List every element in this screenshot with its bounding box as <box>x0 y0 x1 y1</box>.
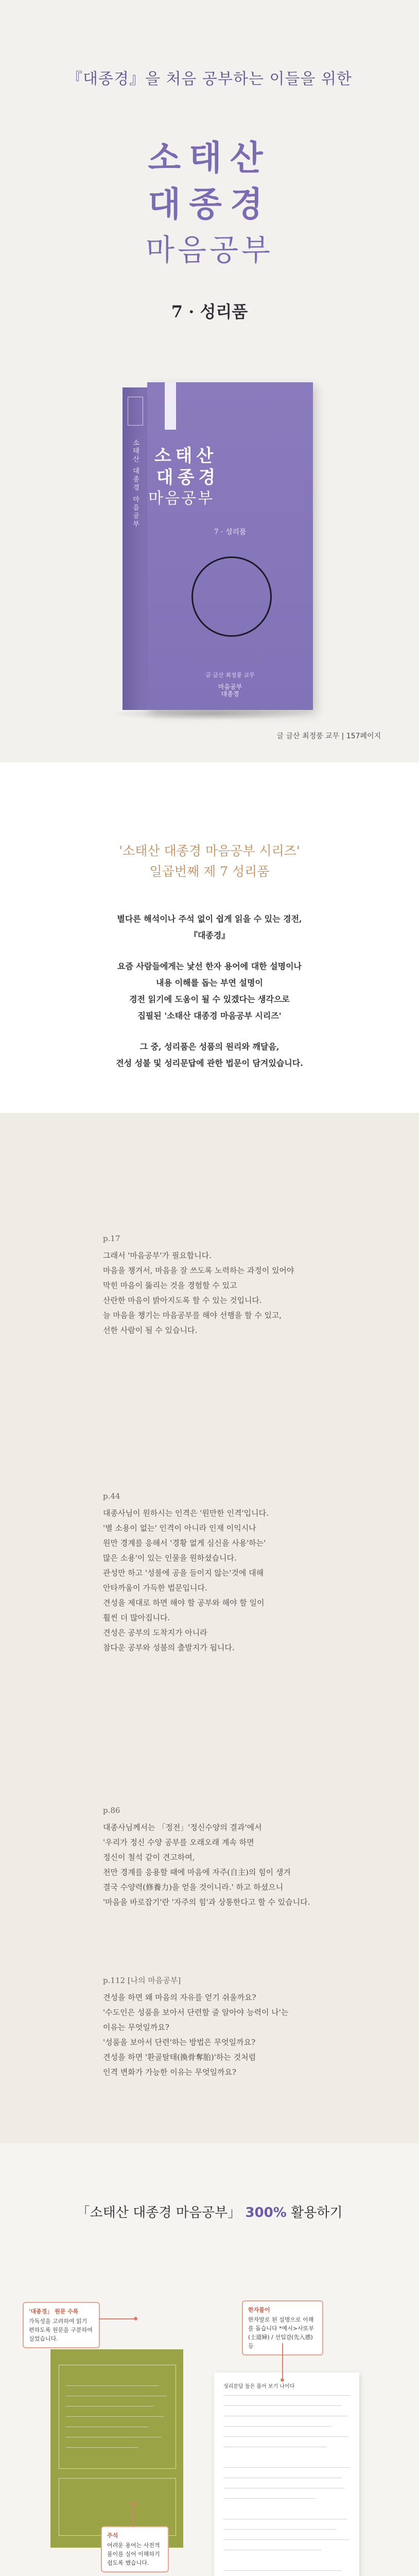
excerpt-line: 막힌 마음이 뚫리는 것을 경험할 수 있고 <box>103 1281 237 1290</box>
intro-body <box>0 911 419 1086</box>
sample-line <box>223 2426 331 2427</box>
excerpt-line: '별 소용이 없는' 인격이 아니라 인재 이익시나 <box>103 1523 256 1533</box>
intro-paragraph-1 <box>0 911 419 944</box>
intro-text: 경전 읽기에 도움이 될 수 있겠다는 생각으로 <box>129 994 290 1004</box>
cover-volume: 7 · 성리품 <box>214 528 247 536</box>
excerpt-line: 견성을 제대로 하면 해야 할 공부와 해야 할 일이 <box>103 1598 265 1607</box>
excerpt-line: 정신이 철석 같이 견고하여, <box>103 1853 195 1862</box>
callout-dot <box>131 2502 135 2505</box>
callout-dot <box>134 2317 137 2320</box>
intro-text: 견성 성불 및 성리문답에 관한 법문이 담겨있습니다. <box>116 1058 303 1068</box>
book-cover-image <box>123 382 313 710</box>
callout-title: '대종경」 원문 수록 <box>29 2308 79 2315</box>
excerpt-line: 원만 경계를 응해서 '경황 없게 심신을 사용'하는' <box>103 1538 266 1548</box>
callout-dot <box>281 2378 284 2382</box>
excerpt-line: 인격 변화가 가능한 이유는 무엇일까요? <box>103 2067 236 2077</box>
cover-logo-small: 마음공부 <box>218 683 242 690</box>
spine-tag <box>128 397 143 426</box>
sample-line <box>223 2436 349 2437</box>
excerpt-block <box>103 1803 371 1910</box>
excerpt-page: p.44 <box>103 1492 120 1501</box>
intro-text: 요즘 사람들에게는 낯선 한자 용어에 대한 설명이나 <box>117 961 302 971</box>
intro-heading <box>0 841 419 882</box>
cover-band <box>165 382 176 430</box>
hero-title-line1: 소태산 <box>148 138 271 178</box>
usage-section <box>0 2143 419 2576</box>
excerpt-line: 참다운 공부와 성불의 출발지가 됩니다. <box>103 1643 235 1652</box>
excerpt-block <box>103 1231 340 1338</box>
cover-title <box>147 445 313 509</box>
book-front <box>147 382 313 710</box>
cover-title-line2: 대종경 <box>156 467 220 488</box>
callout-text: 가독성을 고려하여 읽기 편하도록 원문을 구분하여 실었습니다. <box>29 2318 93 2342</box>
callout-text: 어려운 용어는 사전적 풀이를 실어 이해하기 쉽도록 했습니다. <box>107 2542 160 2566</box>
excerpt-line: 산란한 마음이 밝아지도록 할 수 있는 것입니다. <box>103 1296 262 1305</box>
intro-heading-line2: 일곱번째 제 7 성리품 <box>149 864 270 879</box>
sample-line <box>223 2570 342 2571</box>
callout-connector <box>99 2318 135 2319</box>
excerpt-line: 이유는 무엇일까요? <box>103 2023 169 2032</box>
sample-frame <box>59 2365 176 2469</box>
book-spine <box>123 387 147 710</box>
hero-subtitle: 『대종경』을 처음 공부하는 이들을 위한 <box>67 70 352 88</box>
cover-title-line1: 소태산 <box>154 446 218 466</box>
intro-text: 별다른 해석이나 주석 없이 쉽게 읽을 수 있는 경전, <box>117 914 302 924</box>
intro-text: 집필된 '소태산 대종경 마음공부 시리즈' <box>137 1011 282 1021</box>
cover-logo <box>147 683 313 698</box>
callout-title: 주석 <box>107 2532 118 2539</box>
excerpt-line: '성품을 보아서 단련'하는 방법은 무엇일까요? <box>103 2038 256 2047</box>
excerpt-line: 대종사님께서는 「정전」'정신수양의 결과'에서 <box>103 1823 262 1832</box>
sample-page-hanja <box>214 2372 359 2576</box>
excerpt-line: 선한 사람이 될 수 있습니다. <box>103 1326 198 1335</box>
excerpt-line: 많은 소용'이 있는 인물을 원하셨습니다. <box>103 1553 237 1563</box>
hero-volume: 7 · 성리품 <box>171 302 248 321</box>
excerpt-line: 관성만 하고 '성불에 공을 들이지 않는'것에 대해 <box>103 1568 264 1578</box>
intro-text: 내용 이해를 돕는 부연 설명이 <box>156 978 263 988</box>
cover-title-line3: 마음공부 <box>148 489 214 507</box>
excerpt-line: 마음을 챙겨서, 마음을 잘 쓰도록 노력하는 과정이 있어야 <box>103 1266 294 1275</box>
callout-connector <box>282 2343 283 2379</box>
callout-annotation <box>101 2526 169 2572</box>
hero-title-line3: 마음공부 <box>145 232 274 267</box>
spine-text: 소태산 대종경 마음공부 <box>131 439 139 529</box>
callout-original-text <box>23 2302 100 2348</box>
sample-line <box>223 2529 337 2530</box>
excerpt-line: 결국 수양력(修養力)을 얻을 것이니라.' 하고 하셨으니 <box>103 1883 284 1892</box>
excerpt-block <box>103 1973 340 2080</box>
excerpt-line: '우리가 정신 수양 공부를 오래오래 계속 하면 <box>103 1838 254 1847</box>
intro-paragraph-2 <box>0 958 419 1024</box>
sample-line <box>223 2539 350 2540</box>
excerpts-section <box>0 1113 419 2143</box>
hero-section <box>0 0 419 762</box>
sample-page-green <box>50 2349 183 2548</box>
sample-line <box>66 2447 138 2448</box>
excerpt-line: 대종사님이 원하시는 인격은 '원만한 인격'입니다. <box>103 1509 269 1518</box>
callout-title: 한자풀이 <box>248 2307 270 2313</box>
excerpt-line: 안타까움이 가득한 법문입니다. <box>103 1583 207 1592</box>
sample-line <box>66 2385 159 2386</box>
excerpt-line: '수도인은 성품을 보아서 단련할 줄 알아야 능력이 나'는 <box>103 2008 289 2017</box>
intro-paragraph-3 <box>0 1039 419 1072</box>
excerpt-block <box>103 1489 340 1655</box>
excerpt-page: p.112 [나의 마음공부] <box>103 1976 181 1985</box>
excerpt-line: 견성을 하면 '환골탈태(換骨奪胎)'하는 것처럼 <box>103 2053 256 2062</box>
sample-page-title: 성리문답 둘은 풀어 보기 나이다 <box>223 2384 295 2389</box>
intro-heading-line1: '소태산 대종경 마음공부 시리즈' <box>119 843 300 858</box>
cover-logo-big: 대종경 <box>221 690 239 698</box>
excerpt-line: 견성을 하면 왜 마음의 자유를 얻기 쉬울까요? <box>103 1993 256 2002</box>
callout-text: 한자말로 된 설명으로 이해를 돕습니다 *예시>사또부(士道婦) / 선입감(先入感) 등 <box>248 2316 314 2349</box>
excerpt-line: 훨씬 더 많아집니다. <box>103 1613 170 1622</box>
excerpt-page: p.86 <box>103 1806 120 1815</box>
sample-line <box>223 2467 350 2468</box>
intro-text: 『대종경』 <box>189 930 230 940</box>
usage-title-suffix: 활용하기 <box>286 2205 343 2221</box>
excerpt-line: 늘 마음을 챙기는 마음공부를 해야 선행을 할 수 있고, <box>103 1311 282 1320</box>
sample-line <box>223 2405 342 2406</box>
cover-author: 글 글산 최정풍 교무 <box>205 672 255 679</box>
intro-text: 그 중, 성리품은 성품의 원리와 깨달음, <box>139 1042 280 1052</box>
usage-title <box>0 2202 419 2221</box>
sample-line <box>223 2395 350 2396</box>
hero-title <box>0 135 419 272</box>
intro-section <box>0 762 419 1113</box>
excerpt-line: 견성은 공부의 도착지가 아니라 <box>103 1628 207 1637</box>
excerpt-line: 그래서 '마음공부'가 필요합니다. <box>103 1251 212 1260</box>
excerpt-line: '마음을 바로잡기'란 '자주의 힘'과 상통한다고 할 수 있습니다. <box>103 1897 310 1907</box>
hero-title-line2: 대종경 <box>148 184 271 224</box>
excerpt-line: 천만 경계를 응용할 때에 마음에 자주(自主)의 힘이 생겨 <box>103 1868 291 1877</box>
usage-title-prefix: 「소태산 대종경 마음공부」 <box>76 2205 241 2221</box>
circle-icon <box>191 556 272 637</box>
sample-line <box>66 2416 164 2417</box>
callout-connector <box>133 2504 134 2527</box>
book-credit: 글 글산 최정풍 교무 | 157페이지 <box>276 732 381 740</box>
sample-line <box>223 2498 316 2499</box>
usage-title-highlight: 300% <box>245 2205 287 2221</box>
excerpt-page: p.17 <box>103 1234 120 1243</box>
